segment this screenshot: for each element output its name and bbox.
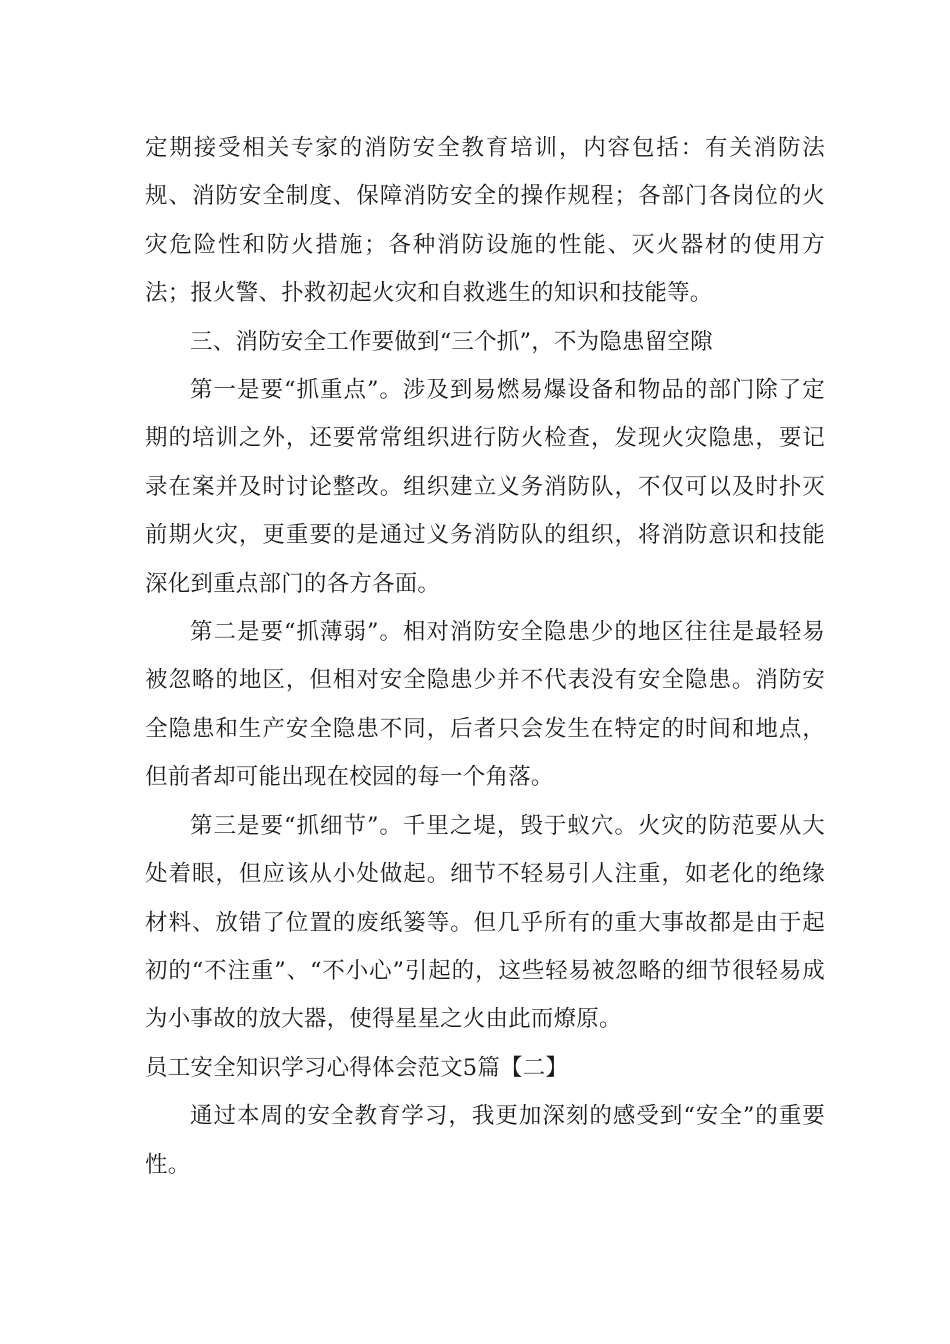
section-heading-three-grabs: 三、消防安全工作要做到“三个抓”，不为隐患留空隙 bbox=[190, 328, 713, 355]
paragraph-grab-details: 第三是要“抓细节”。千里之堤，毁于蚁穴。火灾的防范要从大处着眼，但应该从小处做起。细节不轻易引人注重，如老化的绝缘材料、放错了位置的废纸篓等。但几乎所有的重大事故都是由于起初的“不注重”、“不小心”引起的，这些轻易被忽略的细节很轻易成为小事故的放大器，使得星星之火由此而燎原。 bbox=[145, 812, 825, 1033]
paragraph-intro-part-two: 通过本周的安全教育学习，我更加深刻的感受到“安全”的重要性。 bbox=[145, 1103, 825, 1178]
article-title-part-two: 员工安全知识学习心得体会范文5篇【二】 bbox=[145, 1054, 569, 1081]
paragraph-grab-key-points: 第一是要“抓重点”。涉及到易燃易爆设备和物品的部门除了定期的培训之外，还要常常组织进行防火检查，发现火灾隐患，要记录在案并及时讨论整改。组织建立义务消防队，不仅可以及时扑灭前期火灾，更重要的是通过义务消防队的组织，将消防意识和技能深化到重点部门的各方各面。 bbox=[145, 377, 825, 597]
document-body bbox=[145, 124, 825, 1189]
paragraph-grab-weak-points: 第二是要“抓薄弱”。相对消防安全隐患少的地区往往是最轻易被忽略的地区，但相对安全隐患少并不代表没有安全隐患。消防安全隐患和生产安全隐患不同，后者只会发生在特定的时间和地点，但前者却可能出现在校园的每一个角落。 bbox=[145, 619, 825, 791]
paragraph-continued: 定期接受相关专家的消防安全教育培训，内容包括：有关消防法规、消防安全制度、保障消防安全的操作规程；各部门各岗位的火灾危险性和防火措施；各种消防设施的性能、灭火器材的使用方法；报火警、扑救初起火灾和自救逃生的知识和技能等。 bbox=[145, 135, 825, 307]
